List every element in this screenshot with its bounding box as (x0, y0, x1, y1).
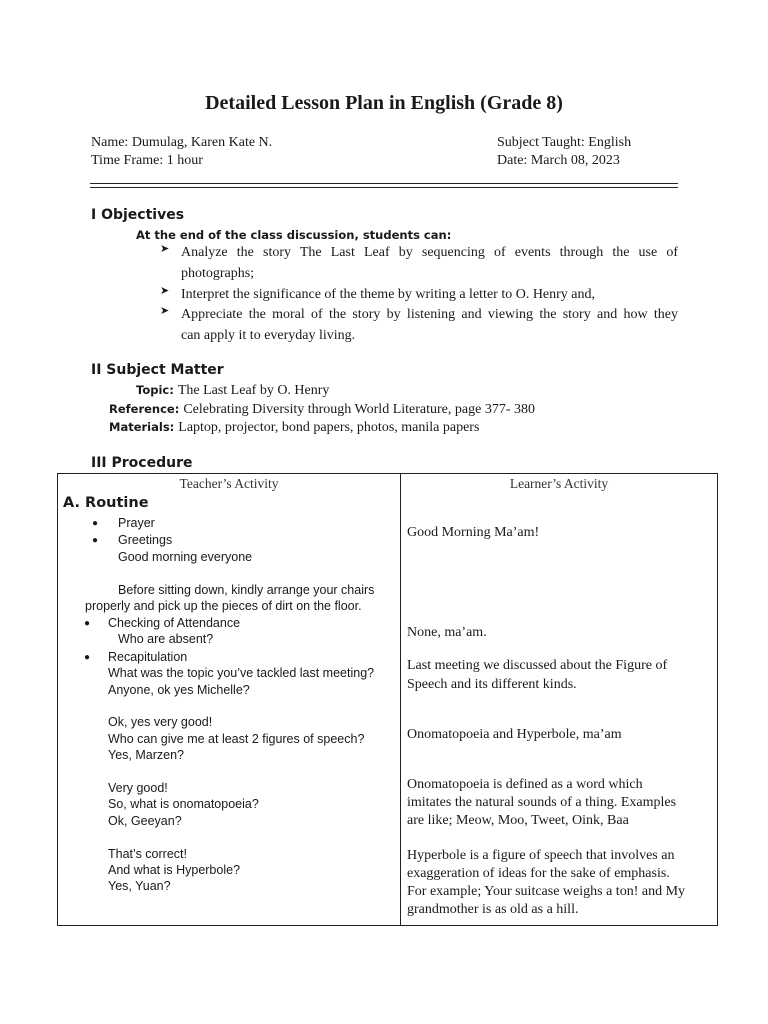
teacher-line: Who can give me at least 2 figures of speech? (108, 732, 365, 746)
learner-answer: Onomatopoeia is defined as a word which (407, 777, 643, 792)
objective-item (160, 284, 678, 305)
prayer-item: Prayer (118, 516, 155, 530)
objective-text: Analyze the story The Last Leaf by sequencing of events through the use of (181, 245, 678, 260)
divider-top (90, 183, 678, 184)
teacher-line: So, what is onomatopoeia? (108, 797, 259, 811)
reference-value: Celebrating Diversity through World Literature, page 377- 380 (183, 402, 535, 417)
objectives-heading: I Objectives (91, 207, 185, 223)
learner-column-header: Learner’s Activity (509, 476, 609, 491)
page-title: Detailed Lesson Plan in English (Grade 8) (205, 92, 563, 114)
teacher-line: Very good! (108, 781, 168, 795)
teacher-line: Ok, yes very good! (108, 715, 213, 729)
date-field: Date: March 08, 2023 (497, 153, 620, 168)
objective-item-continued (160, 325, 678, 346)
divider-bottom (90, 187, 678, 188)
learner-answer: None, ma’am. (407, 625, 487, 640)
learner-answer: Last meeting we discussed about the Figure of (407, 658, 668, 673)
teacher-column-header: Teacher’s Activity (179, 476, 279, 491)
reference-label: Reference: (109, 402, 180, 416)
arrow-bullet-icon: ➤ (160, 243, 170, 255)
objective-text: photographs; (181, 266, 255, 281)
column-divider (400, 474, 401, 925)
greeting-line: Good morning everyone (118, 550, 253, 564)
teacher-line: Ok, Geeyan? (108, 814, 182, 828)
recap-item: Recapitulation (108, 650, 188, 664)
procedure-heading: III Procedure (91, 455, 193, 471)
bullet-icon: ● (84, 618, 91, 629)
arrange-instruction: Before sitting down, kindly arrange your chairs (118, 583, 375, 597)
arrow-bullet-icon: ➤ (160, 285, 170, 297)
objective-text: can apply it to everyday living. (181, 328, 356, 343)
materials-value: Laptop, projector, bond papers, photos, manila papers (178, 420, 480, 435)
teacher-line: Yes, Marzen? (108, 748, 184, 762)
topic-label: Topic: (136, 383, 174, 397)
bullet-icon: ● (84, 652, 91, 663)
objective-item-continued (160, 263, 678, 284)
routine-heading: A. Routine (63, 495, 149, 511)
recap-call: Anyone, ok yes Michelle? (108, 683, 250, 697)
absent-question: Who are absent? (118, 632, 214, 646)
bullet-icon: ● (92, 535, 99, 546)
materials-row (109, 418, 479, 436)
attendance-item: Checking of Attendance (108, 616, 241, 630)
objective-text: Appreciate the moral of the story by listening and viewing the story and how they (181, 307, 678, 322)
recap-question: What was the topic you’ve tackled last meeting? (108, 666, 375, 680)
subject-matter-heading: II Subject Matter (91, 362, 224, 378)
learner-answer: Hyperbole is a figure of speech that involves an (407, 848, 675, 863)
materials-label: Materials: (109, 420, 175, 434)
learner-answer: Speech and its different kinds. (407, 677, 577, 692)
objective-text: Interpret the significance of the theme by writing a letter to O. Henry and, (181, 287, 596, 302)
greetings-item: Greetings (118, 533, 173, 547)
learner-answer: grandmother is as old as a hill. (407, 902, 579, 917)
reference-row (109, 400, 535, 418)
learner-answer: Onomatopoeia and Hyperbole, ma’am (407, 727, 622, 742)
time-frame-field: Time Frame: 1 hour (91, 153, 203, 168)
teacher-line: And what is Hyperbole? (108, 863, 241, 877)
teacher-line: Yes, Yuan? (108, 879, 171, 893)
procedure-table (57, 473, 718, 926)
bullet-icon: ● (92, 518, 99, 529)
learner-answer: Good Morning Ma’am! (407, 525, 540, 540)
learner-answer: exaggeration of ideas for the sake of emphasis. (407, 866, 670, 881)
name-field: Name: Dumulag, Karen Kate N. (91, 135, 273, 150)
arrow-bullet-icon: ➤ (160, 305, 170, 317)
learner-answer: imitates the natural sounds of a thing. Examples (407, 795, 677, 810)
arrange-instruction-continued: properly and pick up the pieces of dirt on the floor. (85, 599, 362, 613)
learner-answer: For example; Your suitcase weighs a ton! and My (407, 884, 686, 899)
subject-field: Subject Taught: English (497, 135, 632, 150)
topic-row (136, 381, 329, 399)
topic-value: The Last Leaf by O. Henry (177, 383, 330, 398)
teacher-line: That’s correct! (108, 847, 187, 861)
objectives-intro: At the end of the class discussion, students can: (136, 228, 452, 242)
learner-answer: are like; Meow, Moo, Tweet, Oink, Baa (407, 813, 629, 828)
